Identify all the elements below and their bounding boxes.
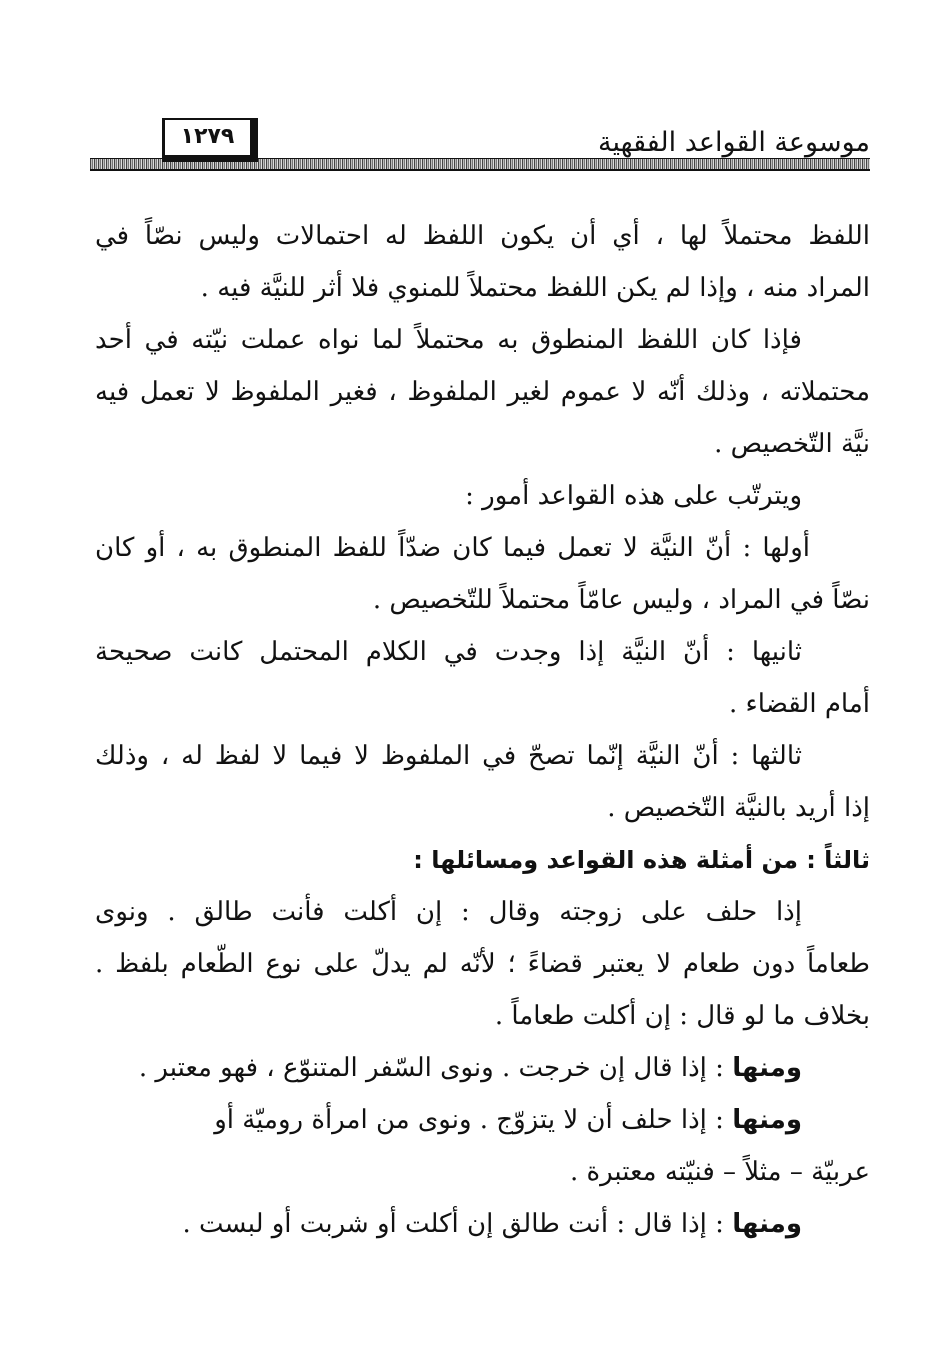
section-heading-line <box>95 834 870 886</box>
text-line: ثالثها : أنّ النيَّة إنّما تصحّ في الملفوظ لا فيما لا لفظ له ، وذلك <box>95 741 802 771</box>
example-line <box>95 1042 870 1094</box>
page-number: ١٢٧٩ <box>162 118 258 162</box>
text-line: ويترتّب على هذه القواعد أمور : <box>465 481 802 511</box>
text-line: نصّاً في المراد ، وليس عامّاً محتملاً للتّخصيص . <box>372 585 870 615</box>
example-line <box>95 1198 870 1250</box>
example-text: : إذا قال إن خرجت . ونوى السّفر المتنوّع ، فهو معتبر . <box>138 1053 724 1083</box>
text-line: فإذا كان اللفظ المنطوق به محتملاً لما نواه عملت نيّته في أحد <box>95 325 802 355</box>
example-label: ومنها <box>732 1105 802 1135</box>
text-line: إذا أريد بالنيَّة التّخصيص . <box>607 793 870 823</box>
text-line: عربيّة – مثلاً – فنيّته معتبرة . <box>569 1157 870 1187</box>
text-line: طعاماً دون طعام لا يعتبر قضاءً ؛ لأنّه لم يدلّ على نوع الطّعام بلفظ . <box>95 949 870 979</box>
example-line <box>95 1094 870 1146</box>
example-text: : إذا قال : أنت طالق إن أكلت أو شربت أو لبست . <box>182 1209 724 1239</box>
text-line: إذا حلف على زوجته وقال : إن أكلت فأنت طالق . ونوى <box>95 897 802 927</box>
example-text: : إذا حلف أن لا يتزوّج . ونوى من امرأة روميّة أو <box>214 1105 724 1135</box>
text-line: بخلاف ما لو قال : إن أكلت طعاماً . <box>494 1001 870 1031</box>
text-line: ثانيها : أنّ النيَّة إذا وجدت في الكلام المحتمل كانت صحيحة <box>95 637 802 667</box>
text-line: أمام القضاء . <box>729 689 870 719</box>
example-label: ومنها <box>732 1053 802 1083</box>
example-label: ومنها <box>732 1209 802 1239</box>
text-line: أولها : أنّ النيَّة لا تعمل فيما كان ضدّاً للفظ المنطوق به ، أو كان <box>95 533 810 563</box>
text-line: المراد منه ، وإذا لم يكن اللفظ محتملاً للمنوي فلا أثر للنيَّة فيه . <box>200 273 870 303</box>
text-line: نيَّة التّخصيص . <box>714 429 870 459</box>
text-line: اللفظ محتملاً لها ، أي أن يكون اللفظ له احتمالات وليس نصّاً في <box>95 221 870 251</box>
page-header <box>90 118 870 180</box>
book-title: موسوعة القواعد الفقهية <box>598 127 870 158</box>
section-heading-label: ثالثاً <box>824 846 870 874</box>
text-line: محتملاته ، وذلك أنّه لا عموم لغير الملفوظ ، فغير الملفوظ لا تعمل فيه <box>95 377 870 407</box>
section-heading-text: : من أمثلة هذه القواعد ومسائلها : <box>413 846 816 874</box>
